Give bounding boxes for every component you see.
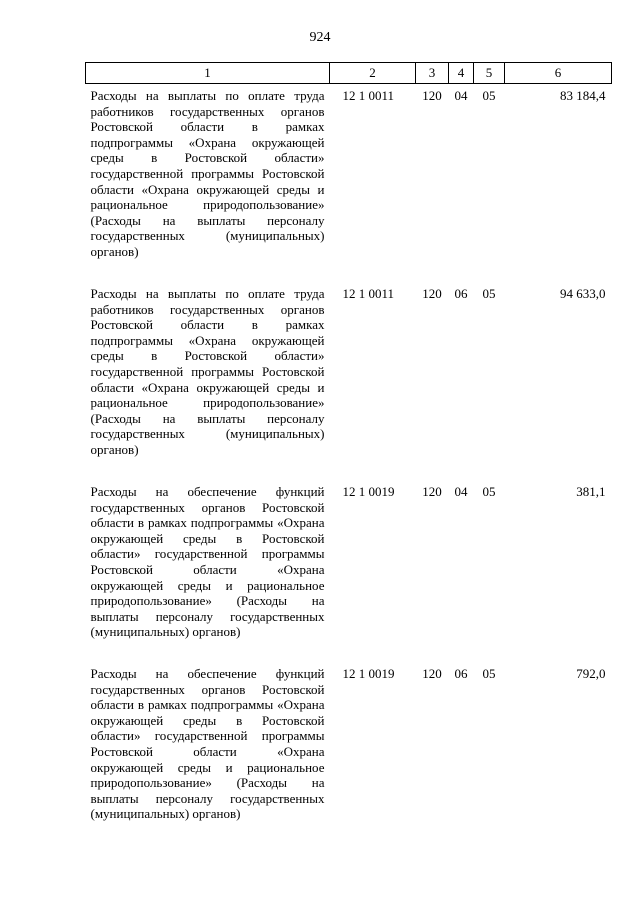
- row-subsection: 05: [482, 88, 496, 103]
- row-section: 04: [454, 88, 468, 103]
- column-header-1: 1: [86, 63, 330, 84]
- row-section: 06: [454, 666, 468, 681]
- row-description: Расходы на обеспечение функций государственных органов Ростовской области в рамках подпрограммы «Охрана окружающей среды в Ростовской области» государственной программы Ростовской области «Охрана окружающей среды и рациональное природопользование» (Расходы на выплаты персоналу государственных (муниципальных) органов): [90, 484, 325, 640]
- row-subsection: 05: [482, 484, 496, 499]
- table-row: [86, 480, 612, 662]
- row-description: Расходы на выплаты по оплате труда работников государственных органов Ростовской области в рамках подпрограммы «Охрана окружающей среды в Ростовской области» государственной программы Ростовской области «Охрана окружающей среды и рациональное природопользование» (Расходы на выплаты персоналу государственных (муниципальных) органов): [90, 88, 325, 259]
- row-expense-type: 120: [422, 88, 442, 103]
- row-subsection: 05: [482, 666, 496, 681]
- column-header-6: 6: [505, 63, 612, 84]
- row-expense-type: 120: [422, 666, 442, 681]
- row-description: Расходы на обеспечение функций государственных органов Ростовской области в рамках подпрограммы «Охрана окружающей среды в Ростовской области» государственной программы Ростовской области «Охрана окружающей среды и рациональное природопользование» (Расходы на выплаты персоналу государственных (муниципальных) органов): [90, 666, 325, 822]
- row-amount: 83 184,4: [560, 88, 606, 103]
- row-amount: 381,1: [576, 484, 606, 499]
- column-header-5: 5: [474, 63, 505, 84]
- row-amount: 94 633,0: [560, 286, 606, 301]
- row-section: 06: [454, 286, 468, 301]
- row-target-article: 12 1 0019: [342, 484, 395, 499]
- page-number: 924: [309, 30, 331, 45]
- table-header: [86, 63, 612, 84]
- row-subsection: 05: [482, 286, 496, 301]
- row-amount: 792,0: [576, 666, 606, 681]
- row-target-article: 12 1 0011: [342, 286, 395, 301]
- column-header-3: 3: [416, 63, 449, 84]
- budget-table: [85, 62, 612, 844]
- table-row: [86, 662, 612, 844]
- row-expense-type: 120: [422, 484, 442, 499]
- row-section: 04: [454, 484, 468, 499]
- row-target-article: 12 1 0019: [342, 666, 395, 681]
- header-row: [86, 63, 612, 84]
- row-description: Расходы на выплаты по оплате труда работников государственных органов Ростовской области в рамках подпрограммы «Охрана окружающей среды в Ростовской области» государственной программы Ростовской области «Охрана окружающей среды и рациональное природопользование» (Расходы на выплаты персоналу государственных (муниципальных) органов): [90, 286, 325, 457]
- table-row: [86, 84, 612, 283]
- column-header-4: 4: [449, 63, 474, 84]
- row-target-article: 12 1 0011: [342, 88, 395, 103]
- column-header-2: 2: [330, 63, 416, 84]
- table-row: [86, 282, 612, 480]
- table-body: [86, 84, 612, 845]
- row-expense-type: 120: [422, 286, 442, 301]
